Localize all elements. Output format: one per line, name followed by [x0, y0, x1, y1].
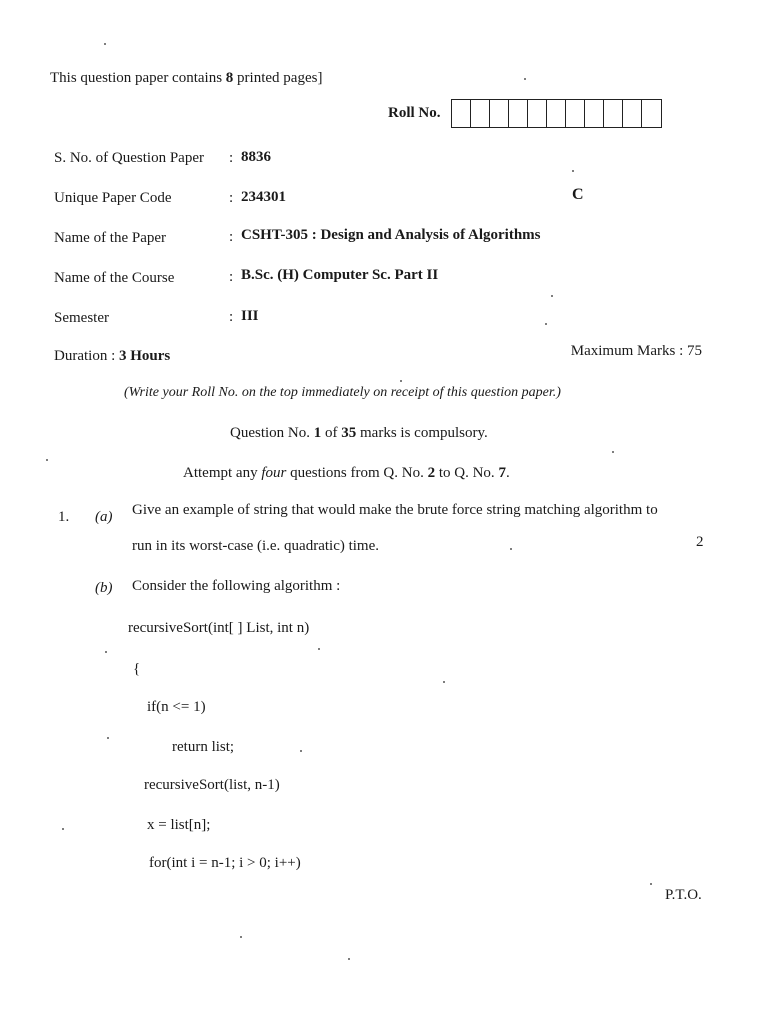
maximum-marks: Maximum Marks : 75 — [570, 343, 702, 359]
meta-label-semester: Semester — [54, 310, 109, 326]
part-a-marks: 2 — [696, 534, 704, 550]
meta-colon: : — [229, 309, 234, 325]
roll-number-box — [388, 99, 662, 128]
meta-label-paper-name: Name of the Paper — [54, 230, 167, 246]
pages-note: This question paper contains 8 printed pages] — [50, 70, 323, 86]
roll-instruction: (Write your Roll No. on the top immediately on receipt of this question paper.) — [124, 385, 561, 400]
meta-value-paper-code: 234301 — [241, 189, 286, 205]
part-b-label: (b) — [95, 580, 113, 596]
meta-colon: : — [229, 269, 234, 285]
roll-number-grid[interactable] — [451, 99, 662, 128]
duration: Duration : 3 Hours — [54, 348, 171, 364]
meta-colon: : — [229, 229, 234, 245]
meta-label-serial: S. No. of Question Paper — [54, 150, 204, 166]
paper-set-code: C — [572, 186, 584, 203]
meta-value-paper-name: CSHT-305 : Design and Analysis of Algorithms — [241, 227, 541, 243]
please-turn-over: P.T.O. — [665, 887, 702, 903]
code-line: recursiveSort(int[ ] List, int n) — [128, 620, 310, 636]
attempt-instruction: Attempt any four questions from Q. No. 2 to Q. No. 7. — [183, 465, 510, 481]
code-line: return list; — [172, 739, 235, 755]
part-a-text-line1: Give an example of string that would make the brute force string matching algorithm to — [132, 502, 658, 518]
compulsory-note: Question No. 1 of 35 marks is compulsory. — [230, 425, 488, 441]
code-line: { — [133, 661, 141, 677]
code-line: x = list[n]; — [147, 817, 211, 833]
meta-label-course: Name of the Course — [54, 270, 175, 286]
meta-colon: : — [229, 150, 234, 166]
part-a-text-line2: run in its worst-case (i.e. quadratic) time. — [132, 538, 380, 554]
meta-value-serial: 8836 — [241, 149, 271, 165]
meta-label-paper-code: Unique Paper Code — [54, 190, 172, 206]
question-number: 1. — [58, 509, 70, 525]
part-a-label: (a) — [95, 509, 113, 525]
meta-colon: : — [229, 190, 234, 206]
meta-value-semester: III — [241, 308, 259, 324]
code-line: if(n <= 1) — [147, 699, 206, 715]
roll-label: Roll No. — [388, 105, 441, 121]
part-b-text: Consider the following algorithm : — [132, 578, 341, 594]
code-line: for(int i = n-1; i > 0; i++) — [149, 855, 301, 871]
code-line: recursiveSort(list, n-1) — [144, 777, 280, 793]
meta-value-course: B.Sc. (H) Computer Sc. Part II — [241, 267, 439, 283]
